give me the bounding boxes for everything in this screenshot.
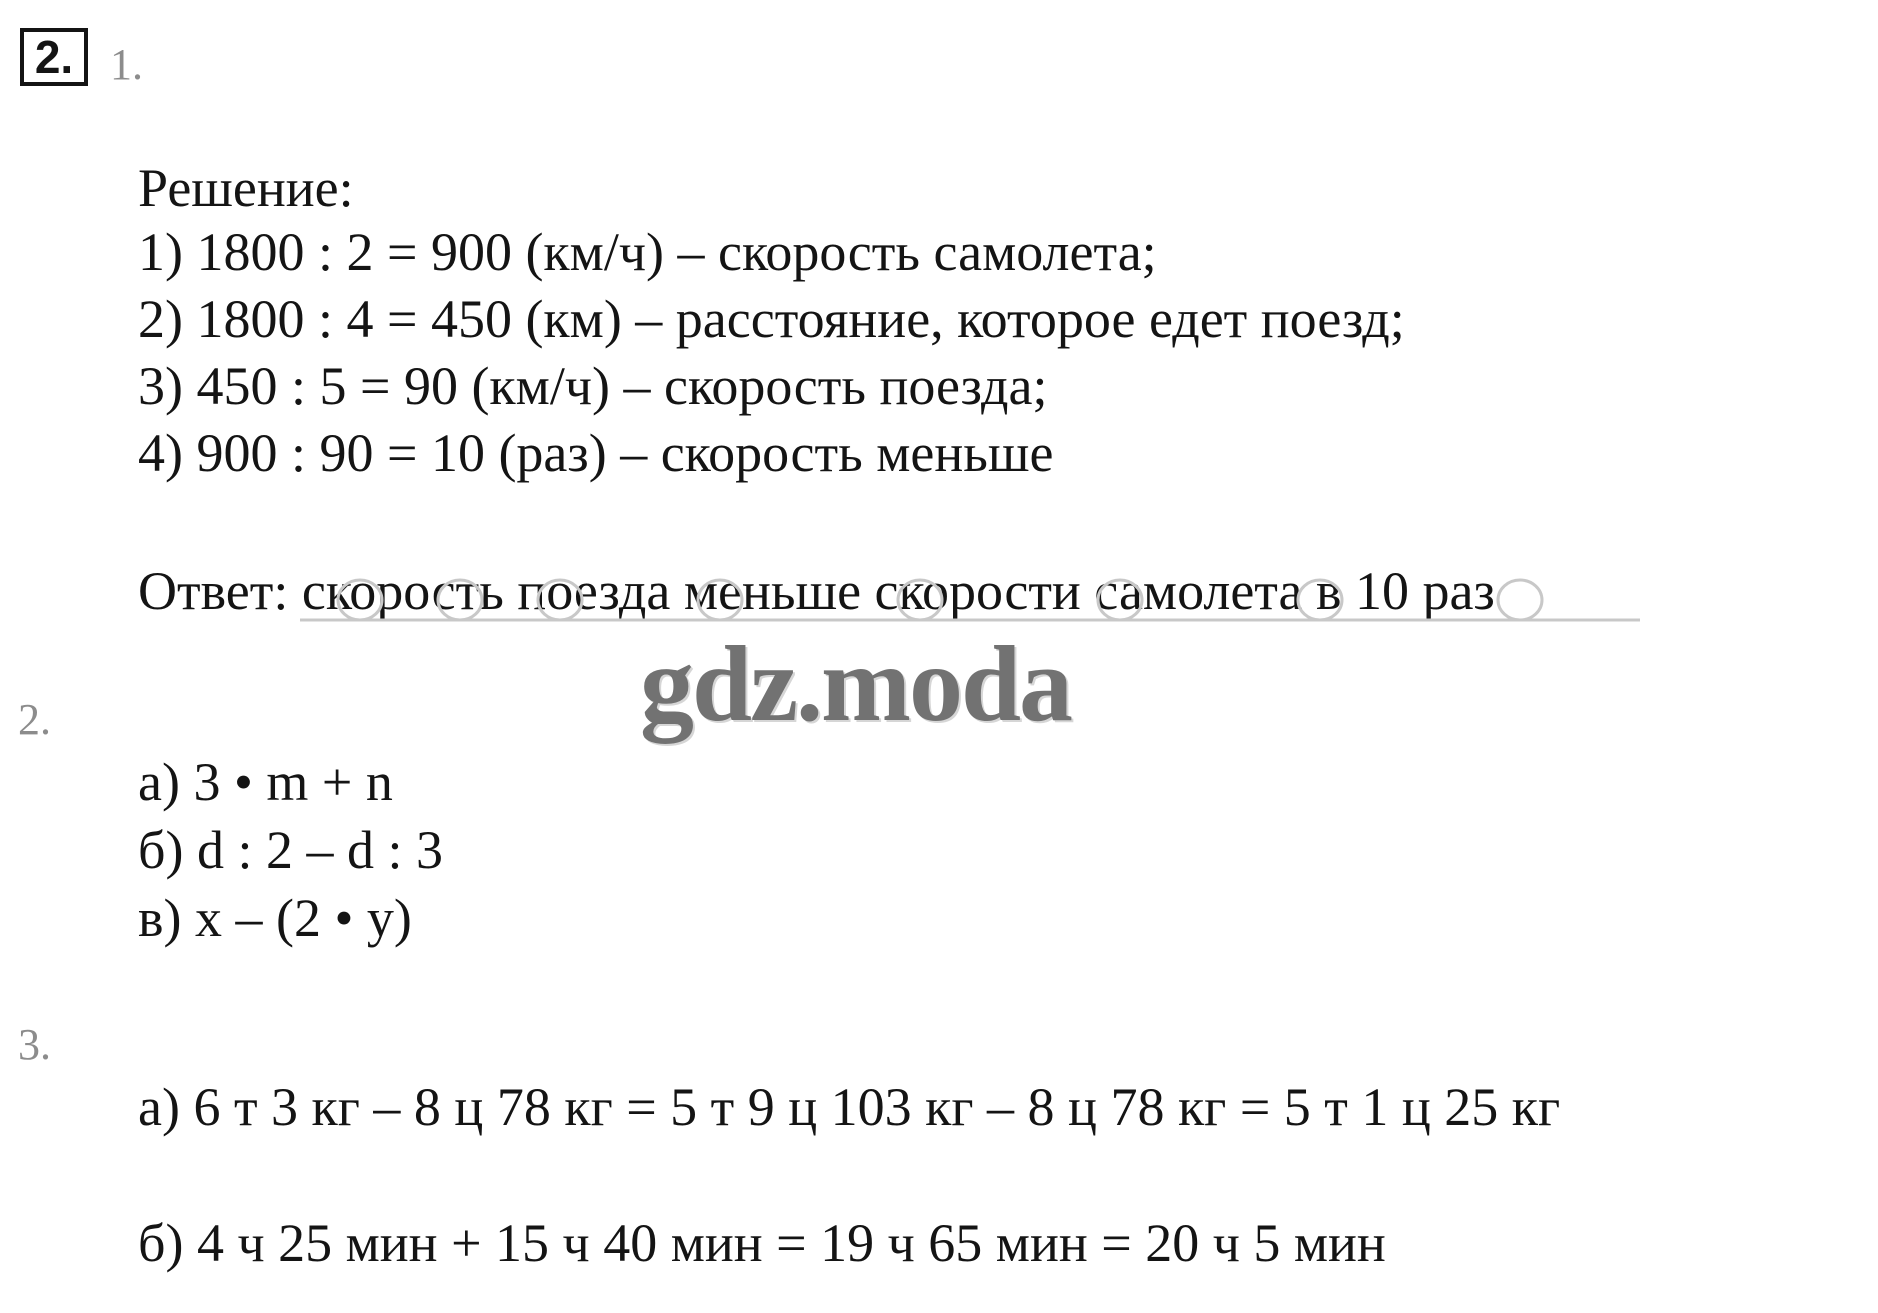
calculation-a: а) 6 т 3 кг – 8 ц 78 кг = 5 т 9 ц 103 кг – 8 ц 78 кг = 5 т 1 ц 25 кг <box>138 1077 1561 1137</box>
expression-b: б) d : 2 – d : 3 <box>138 820 443 880</box>
expression-c: в) x – (2 • y) <box>138 888 412 948</box>
task-number-box: 2. <box>20 28 88 86</box>
watermark-logo: gdz.moda <box>640 625 1072 744</box>
answer-line: Ответ: скорость поезда меньше скорости самолета в 10 раз <box>138 561 1495 621</box>
section-1-number: 1. <box>110 40 143 89</box>
solution-step-2: 2) 1800 : 4 = 450 (км) – расстояние, которое едет поезд; <box>138 289 1405 349</box>
section-3-number: 3. <box>18 1020 51 1069</box>
solution-step-3: 3) 450 : 5 = 90 (км/ч) – скорость поезда; <box>138 356 1048 416</box>
section-2-number: 2. <box>18 695 51 744</box>
solution-step-1: 1) 1800 : 2 = 900 (км/ч) – скорость самолета; <box>138 222 1157 282</box>
calculation-b: б) 4 ч 25 мин + 15 ч 40 мин = 19 ч 65 мин = 20 ч 5 мин <box>138 1213 1386 1273</box>
solution-step-4: 4) 900 : 90 = 10 (раз) – скорость меньше <box>138 423 1054 483</box>
solution-heading: Решение: <box>138 158 354 218</box>
expression-a: а) 3 • m + n <box>138 752 393 812</box>
